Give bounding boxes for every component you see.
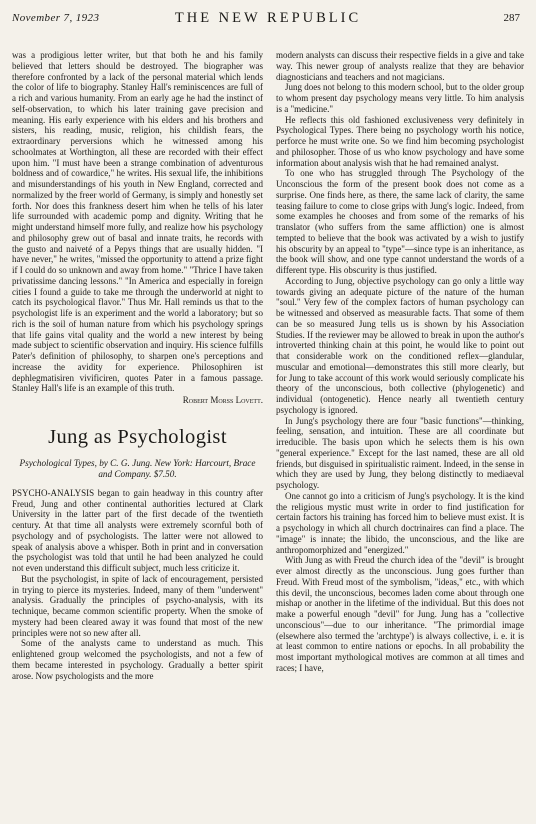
page-number: 287 xyxy=(503,12,520,24)
hall-review-paragraph: was a prodigious letter writer, but that both he and his family believed that letters should be destroyed. The biographer was therefore confronted by a lack of the personal material which lends the color of life to biography. Stanley Hall's reminiscences are full of a rich and various humanity. From an early age he had the instinct of self-observation, to which his later training gave precision and meaning. His early experience with his elders and his brothers and sisters, his reading, music, religion, his childish fears, the extraordinary perversions which he witnessed among his schoolmates at Worthington, all these are recorded with their effect upon him. "I must have been a strange combination of adventurous boldness and of cowardice," he writes. His sexual life, the inhibitions and misunderstandings of his youth in New England, corrected and normalized by the freer world of Germany, is simply and honestly set forth. Nor does this frankness desert him when he tells of his later life surrounded with academic pomp and dignity. Writing that he might understand himself more fully, and realize how his psychology and philosophy grew out of basal and innate traits, he records with the gusto and naiveté of a Pepys things that are usually hidden. "I have never," he writes, "missed the opportunity to attend a prize fight if I could do so unknown and away from home." "Thrice I have taken privatissime dancing lessons." "In America and especially in foreign cities I found a guide to take me through the underworld at night to catch its psychological flavor." Thus Mr. Hall reminds us that to the psychologist life is an experiment and the world a laboratory; but so rich is the soil of human nature from which his psychology springs that life gains vital quality and the world a new interest by being made subject to scientific observation and inquiry. His science fulfills Pater's definition of philosophy, to sharpen one's perceptions and increase the avidity for experience. Philosophiren ist dephlegmatisiren vivificiren, quotes Pater in a famous passage. Stanley Hall's life is an example of this truth. xyxy=(12,50,263,394)
review-paragraph: To one who has struggled through The Psychology of the Unconscious the form of the present book does not come as a surprise. One finds here, as there, the same lack of clarity, the same teasing failure to come to close grips with Jung's logic. Indeed, from some examples he chooses and from some of the remarks of his translator (who suffers from the same affliction) one is almost tempted to believe that the book was activated by a wish to justify his obscurity by an appeal to "type"—since type is an inheritance, as the book will show, and one type cannot understand the words of a different type. His obscurity is thus justified. xyxy=(276,168,524,275)
page-header xyxy=(0,8,536,30)
review-paragraph: Some of the analysts came to understand as much. This enlightened group welcomed the psychologists, and not a few of them became interested in psychology. Gradually a better spirit arose. Now psychologists and the more xyxy=(12,638,263,681)
issue-date: November 7, 1923 xyxy=(12,12,100,24)
right-column xyxy=(276,50,524,674)
review-paragraph: According to Jung, objective psychology can go only a little way towards giving an adequate picture of the nature of the human "soul." Very few of the complex factors of human psychology can be witnessed and observed as measurable facts. That some of them can be so measured Jung tells us is shown by his Association Studies. If the reviewer may be allowed to break in upon the author's introverted thinking chain at this point, he would like to point out that considerable work on the conditioned reflex—glandular, muscular and emotional—demonstrates this still more clearly, but for Jung to take account of this work would seriously complicate his theory of the unconscious, both collective (phylogenetic) and individual (ontogenetic). Hence nearly all twentieth century psychology is ignored. xyxy=(276,275,524,415)
review-paragraph: In Jung's psychology there are four "basic functions"—thinking, feeling, sensation, and intuition. These are all coordinate but irreducible. The basis upon which he selects them is his own "general experience." Except for the last named, these are all old friends, but disguised in spiritualistic raiment. Indeed, in the sense in which they are used by Jung, they belong distinctly to mediaeval psychology. xyxy=(276,415,524,490)
review-paragraph: But the psychologist, in spite of lack of encouragement, persisted in trying to pierce its mysteries. Indeed, many of them "underwent" analysis. Gradually the principles of psycho-analysis, with its technique, became common scientific property. When the smoke of mystery had been cleared away it was found that most of the new principles were not so new after all. xyxy=(12,573,263,638)
reviewer-signature: Robert Morss Lovett. xyxy=(182,395,263,405)
review-title: Jung as Psychologist xyxy=(48,425,227,448)
review-paragraph: One cannot go into a criticism of Jung's psychology. It is the kind the religious mystic must write in order to find justification for certain factors his training has forced him to believe must exist. It is a psychology in which all church doctrinaires can find a place. The "image" is innate; the libido, the unconscious, and the like are anthropomorphized and "energized." xyxy=(276,490,524,555)
review-paragraph: With Jung as with Freud the church idea of the "devil" is brought ever almost directly as the unconscious. Jung goes further than Freud. With Freud most of the symbolism, "ideas," etc., with which this devil, the unconscious, becomes laden come about through one mishap or another in the lifetime of the individual. But this does not make a powerful enough "devil" for Jung. Jung has a "collective unconscious"—due to our inheritance. "The primordial image (elsewhere also termed the 'archtype') is always collective, i. e. it is at least common to entire nations or epochs. In all probability the most important mythological motives are common at all times and races; I have, xyxy=(276,555,524,673)
left-column xyxy=(12,50,263,681)
review-paragraph: PSYCHO-ANALYSIS began to gain headway in this country after Freud, Jung and other continental authorities lectured at Clark University in the latter part of the first decade of the twentieth century. At that time all analysts were extremely scornful both of psychology and of psychologists. The latter were not allowed to speak of analysis above a whisper. Both in print and in conversation the psychologist was told that until he had been analyzed he could not even understand this difficult subject, much less criticize it. xyxy=(12,487,263,573)
review-paragraph: modern analysts can discuss their respective fields in a give and take way. This newer group of analysts realize that they are behavior diagnosticians and teachers and not magicians. xyxy=(276,50,524,82)
review-paragraph: Jung does not belong to this modern school, but to the older group to whom present day psychology means very little. To him analysis is a "medicine." xyxy=(276,82,524,114)
book-info: Psychological Types, by C. G. Jung. New York: Harcourt, Brace and Company. $7.50. xyxy=(19,457,256,479)
review-paragraph: He reflects this old fashioned exclusiveness very definitely in Psychological Types. There being no psychology worth his notice, perforce he must write one. So we find him becoming psychologist and philosopher. Those of us who know psychology and have some information about analysis wish that he had remained analyst. xyxy=(276,114,524,168)
masthead: THE NEW REPUBLIC xyxy=(174,10,362,26)
